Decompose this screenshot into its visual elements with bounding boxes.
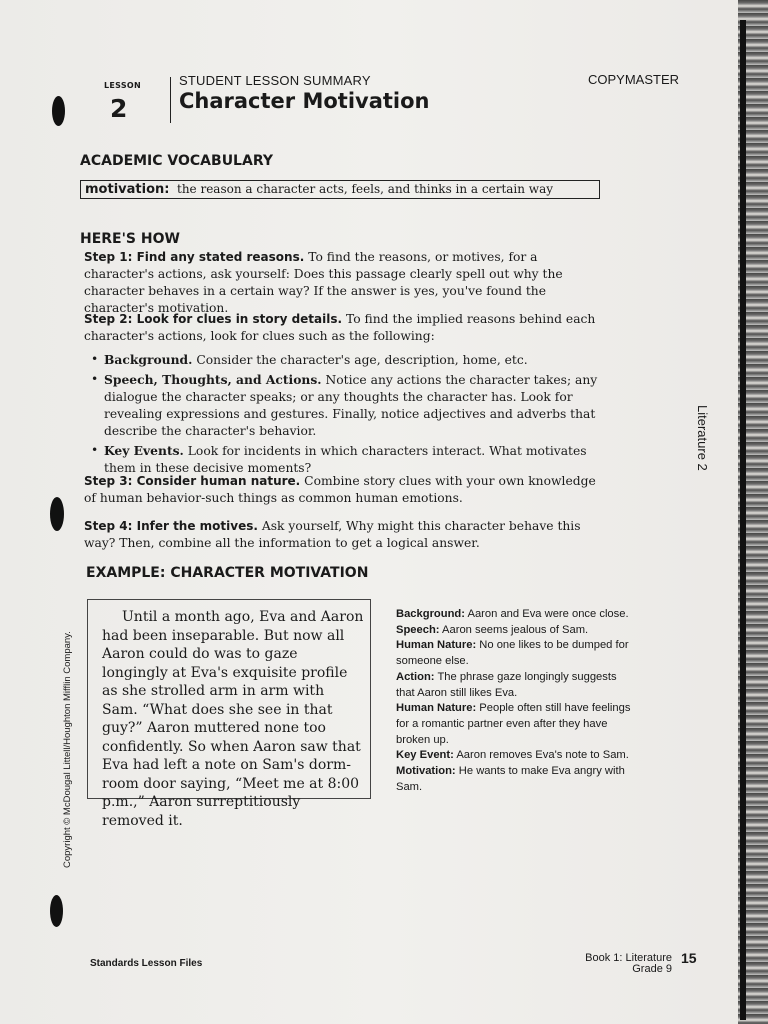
footer-grade: Grade 9 — [632, 963, 672, 975]
punch-hole-middle — [50, 497, 64, 531]
vocabulary-heading: ACADEMIC VOCABULARY — [80, 153, 273, 169]
note-text: Aaron and Eva were once close. — [467, 608, 629, 620]
step-1-text: To find the reasons, or motives, for a character's actions, ask yourself: Does this passage clearly spell out why the character behaves in a certain way? If the answer is yes, you've found the character's motivation. — [84, 250, 563, 315]
summary-label: STUDENT LESSON SUMMARY — [179, 73, 371, 88]
list-item — [88, 351, 604, 369]
note-item — [396, 607, 636, 623]
copyright-notice: Copyright © McDougal Littell/Houghton Mifflin Company. — [62, 631, 73, 868]
note-item — [396, 764, 636, 795]
punch-hole-bottom — [50, 895, 63, 927]
list-item — [88, 371, 604, 440]
side-tab-label: Literature 2 — [695, 405, 710, 471]
step-4-text: Ask yourself, Why might this character behave this way? Then, combine all the information to get a logical answer. — [84, 519, 581, 550]
header-divider — [170, 77, 171, 123]
note-label: Human Nature: — [396, 639, 477, 652]
note-text: Aaron removes Eva's note to Sam. — [456, 749, 629, 762]
bullet-label: Background. — [104, 352, 193, 367]
note-item — [396, 638, 636, 669]
vocabulary-term: motivation: — [85, 182, 170, 197]
footer-book: Book 1: Literature — [585, 952, 672, 964]
footer-series: Standards Lesson Files — [90, 958, 203, 969]
note-text: People often still have feelings for a romantic partner even after they have broken up. — [396, 702, 631, 746]
note-item — [396, 701, 636, 748]
example-heading: EXAMPLE: CHARACTER MOTIVATION — [86, 565, 369, 581]
step-4 — [84, 518, 604, 552]
step-4-label: Step 4: Infer the motives. — [84, 519, 258, 533]
step-1-label: Step 1: Find any stated reasons. — [84, 250, 305, 264]
copymaster-label: COPYMASTER — [588, 72, 680, 87]
step-3-text: Combine story clues with your own knowledge of human behavior-such things as common human emotions. — [84, 474, 596, 505]
bullet-text: Notice any actions the character takes; any dialogue the character speaks; or any thoughts the character has. Look for revealing expressions and gestures. Finally, notice adjectives and adverbs that describe the character's behavior. — [104, 373, 598, 438]
note-text: He wants to make Eva angry with Sam. — [396, 765, 625, 793]
punch-hole-top — [52, 96, 65, 126]
note-label: Background: — [396, 608, 465, 620]
list-item — [88, 442, 604, 477]
note-label: Human Nature: — [396, 702, 477, 715]
footer-book-info — [582, 953, 672, 975]
note-item — [396, 748, 636, 764]
note-label: Speech: — [396, 623, 440, 636]
scan-edge-line — [740, 20, 746, 1020]
example-passage-box — [87, 599, 371, 829]
lesson-number: 2 — [110, 94, 128, 123]
step-3-label: Step 3: Consider human nature. — [84, 474, 301, 488]
page-title: Character Motivation — [179, 89, 430, 113]
bullet-label: Key Events. — [104, 443, 184, 458]
note-item — [396, 623, 636, 639]
note-text: Aaron seems jealous of Sam. — [442, 623, 589, 636]
vocabulary-box — [80, 180, 600, 199]
step-1 — [84, 249, 604, 317]
note-label: Motivation: — [396, 765, 456, 778]
heres-how-heading: HERE'S HOW — [80, 231, 180, 247]
note-item — [396, 670, 636, 701]
note-label: Key Event: — [396, 749, 454, 762]
bullet-text: Look for incidents in which characters interact. What motivates them in these decisive moments? — [104, 444, 587, 475]
vocabulary-definition: the reason a character acts, feels, and thinks in a certain way — [177, 182, 554, 196]
note-label: Action: — [396, 670, 435, 683]
note-text: The phrase gaze longingly suggests that Aaron still likes Eva. — [396, 670, 617, 699]
example-notes — [396, 607, 636, 795]
step-2 — [84, 311, 604, 345]
clue-list — [88, 351, 604, 479]
lesson-label: LESSON — [104, 81, 142, 90]
bullet-label: Speech, Thoughts, and Actions. — [104, 372, 322, 387]
step-3 — [84, 473, 604, 507]
step-2-text: To find the implied reasons behind each character's actions, look for clues such as the following: — [84, 312, 596, 343]
bullet-text: Consider the character's age, description, home, etc. — [196, 353, 528, 367]
step-2-label: Step 2: Look for clues in story details. — [84, 312, 343, 326]
note-text: No one likes to be dumped for someone else. — [396, 639, 629, 668]
page-number: 15 — [681, 950, 697, 966]
example-passage: Until a month ago, Eva and Aaron had been inseparable. But now all Aaron could do was to gaze longingly at Eva's exquisite profile as she strolled arm in arm with Sam. “What does she see in that guy?” Aaron muttered none too confidently. So when Aaron saw that Eva had left a note on Sam's dorm-room door saying, “Meet me at 8:00 p.m.,” Aaron surreptitiously removed it. — [102, 609, 364, 829]
